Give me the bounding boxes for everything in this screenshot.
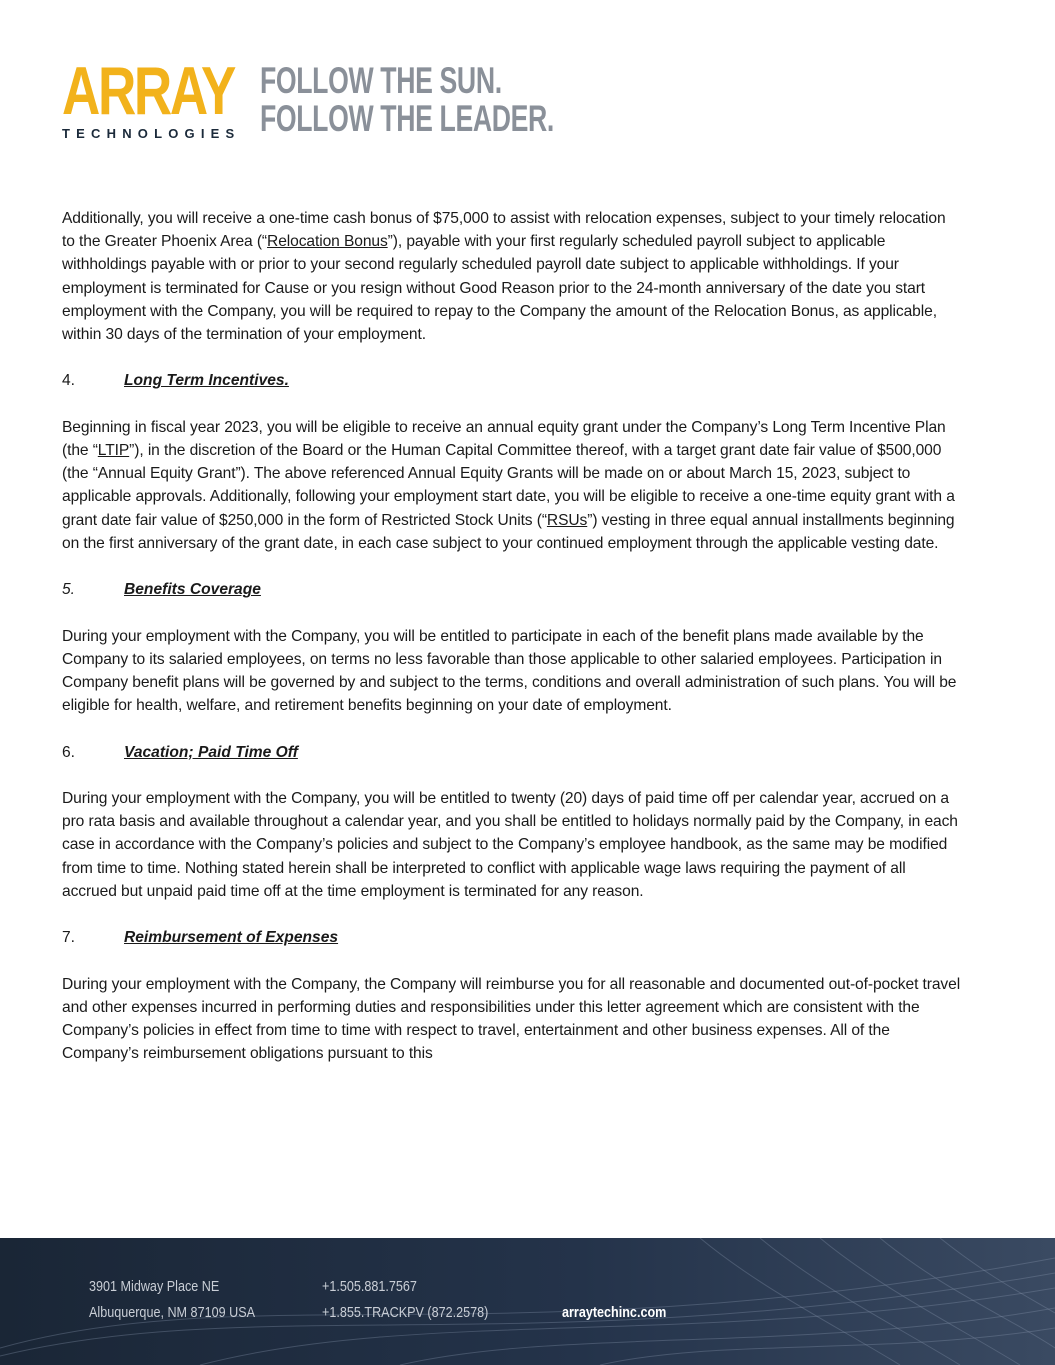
- tagline-line-2: FOLLOW THE LEADER.: [260, 98, 554, 139]
- footer-address-line-1: 3901 Midway Place NE: [89, 1278, 220, 1295]
- section-heading-5: [62, 578, 962, 601]
- section-number: 5.: [62, 581, 76, 599]
- section-number: 7.: [62, 929, 76, 947]
- footer-phone-1: +1.505.881.7567: [322, 1278, 417, 1295]
- incentives-paragraph: [62, 416, 962, 555]
- section-heading-7: [62, 926, 962, 949]
- text-run: ”), in the discretion of the Board or the Human Capital Committee thereof, with a target grant date fair value of $500,000 (the “Annual Equity Grant”). The above referenced Annual Equity Grants will be made on or about March 15, 2023, subject to applicable approvals. Additionally, following your employment start date, you will be eligible to receive a one-time equity grant with a grant date fair value of $250,000 in the form of Restricted Stock Units (“: [62, 442, 955, 529]
- footer-phone-2: +1.855.TRACKPV (872.2578): [322, 1304, 489, 1321]
- section-title: Benefits Coverage: [124, 581, 261, 599]
- text-run: Additionally, you will receive a one-time cash bonus of $75,000 to assist with relocation expenses, subject to your timely relocation to the Greater Phoenix Area (“: [62, 210, 946, 251]
- section-title: Vacation; Paid Time Off: [124, 743, 298, 761]
- section-heading-6: [62, 741, 962, 764]
- page-footer: [0, 1238, 1055, 1365]
- section-title: Reimbursement of Expenses: [124, 929, 339, 947]
- text-run: ”) vesting in three equal annual installments beginning on the first anniversary of the grant date, in each case subject to your continued employment through the applicable vesting date.: [62, 511, 955, 552]
- text-run: ”), payable with your first regularly scheduled payroll subject to applicable withholdings payable with or prior to your second regularly scheduled payroll date subject to applicable withholdings. If your employment is terminated for Cause or you resign without Good Reason prior to the 24-month anniversary of the date you start employment with the Company, you will be required to repay to the Company the amount of the Relocation Bonus, as applicable, within 30 days of the termination of your employment.: [62, 233, 937, 344]
- section-heading-4: [62, 369, 962, 392]
- letterhead: [62, 53, 762, 148]
- text-run: Beginning in fiscal year 2023, you will be eligible to receive an annual equity grant under the Company’s Long Term Incentive Plan (the “: [62, 418, 946, 459]
- footer-wave-graphic: [0, 1238, 1055, 1365]
- relocation-bonus-term: Relocation Bonus: [267, 233, 388, 251]
- rsus-term: RSUs: [546, 511, 588, 529]
- reimbursement-paragraph: During your employment with the Company, the Company will reimburse you for all reasonable and documented out-of-pocket travel and other expenses incurred in performing duties and responsibilities under this letter agreement which are consistent with the Company’s policies in effect from time to time with respect to travel, entertainment and other business expenses. All of the Company’s reimbursement obligations pursuant to this: [62, 975, 961, 1063]
- ltip-term: LTIP: [97, 442, 130, 459]
- footer-address-line-2: Albuquerque, NM 87109 USA: [89, 1304, 256, 1321]
- vacation-paragraph: During your employment with the Company, you will be entitled to twenty (20) days of paid time off per calendar year, accrued on a pro rata basis and available throughout a calendar year, and you shall be entitled to holidays normally paid by the Company, in each case in accordance with the Company’s policies and subject to the Company’s employee handbook, as the same may be modified from time to time. Nothing stated herein shall be interpreted to conflict with applicable wage laws requiring the payment of all accrued but unpaid paid time off at the time employment is terminated for any reason.: [62, 789, 958, 900]
- company-logo-subtitle: TECHNOLOGIES: [62, 126, 241, 141]
- section-number: 4.: [62, 372, 76, 390]
- section-title: Long Term Incentives.: [124, 372, 289, 390]
- relocation-paragraph: [62, 207, 962, 346]
- benefits-paragraph: During your employment with the Company, you will be entitled to participate in each of the benefit plans made available by the Company to its salaried employees, on terms no less favorable than those applicable to other salaried employees. Participation in Company benefit plans will be governed by and subject to the terms, conditions and overall administration of such plans. You will be eligible for health, welfare, and retirement benefits beginning on your date of employment.: [62, 627, 957, 715]
- section-number: 6.: [62, 743, 76, 761]
- footer-website-link[interactable]: arraytechinc.com: [562, 1304, 667, 1321]
- tagline: [260, 62, 554, 138]
- letter-body: [62, 207, 962, 1065]
- tagline-line-1: FOLLOW THE SUN.: [260, 60, 502, 101]
- company-logo: ARRAY: [62, 53, 235, 129]
